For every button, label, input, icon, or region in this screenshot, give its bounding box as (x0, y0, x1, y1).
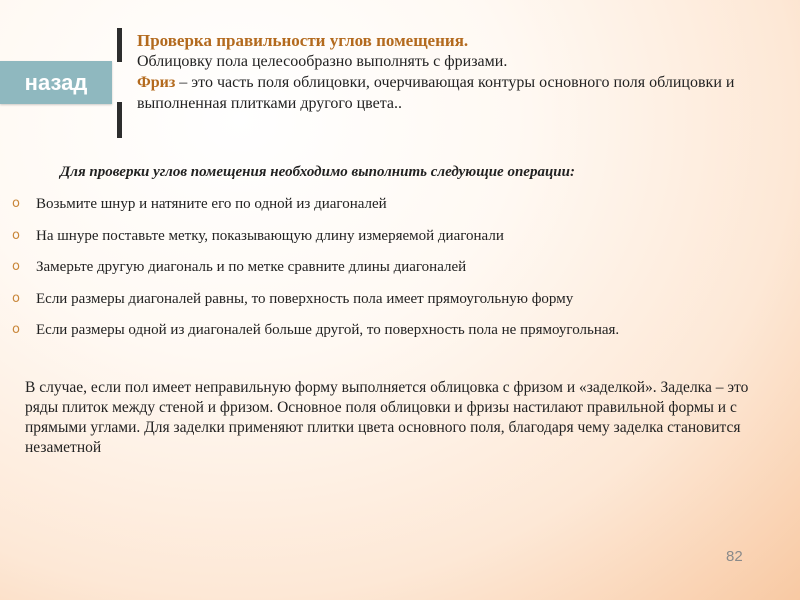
header-bar-bottom (117, 102, 122, 138)
back-button[interactable]: назад (0, 61, 112, 104)
bullet-icon: o (12, 259, 20, 274)
bullet-icon: o (12, 196, 20, 211)
list-item: o Возьмите шнур и натяните его по одной из диагоналей (12, 196, 387, 212)
definition-text: – это часть поля облицовки, очерчивающая контуры основного поля облицовки и выполненная плитками другого цвета.. (137, 74, 735, 112)
list-item: o Если размеры диагоналей равны, то поверхность пола имеет прямоугольную форму (12, 290, 574, 307)
list-item: o Замерьте другую диагональ и по метке сравните длины диагоналей (12, 259, 467, 275)
list-item: o Если размеры одной из диагоналей больше другой, то поверхность пола не прямоугольная. (12, 322, 620, 338)
list-item: o На шнуре поставьте метку, показывающую длину измеряемой диагонали (12, 227, 504, 244)
header-bar-top (117, 28, 122, 62)
term: Фриз (137, 74, 176, 91)
header-block (137, 30, 787, 114)
definition (137, 72, 787, 114)
slide-title: Проверка правильности углов помещения. (137, 31, 469, 50)
bullet-icon: o (12, 322, 20, 337)
operations-list (0, 194, 619, 352)
header-line: Облицовку пола целесообразно выполнять с фризами. (137, 53, 508, 70)
page-number: 82 (726, 548, 743, 565)
bullet-icon: o (12, 290, 20, 306)
note-paragraph: В случае, если пол имеет неправильную форму выполняется облицовка с фризом и «заделкой». Заделка – это ряды плиток между стеной и фризом. Основное поля облицовки и фризы настилают правильной формы и с прямыми углами. Для заделки применяют плитки цвета основного поля, благодаря чему заделка становится незаметной (25, 379, 749, 456)
operations-intro: Для проверки углов помещения необходимо выполнить следующие операции: (60, 164, 575, 180)
bullet-icon: o (12, 227, 20, 243)
